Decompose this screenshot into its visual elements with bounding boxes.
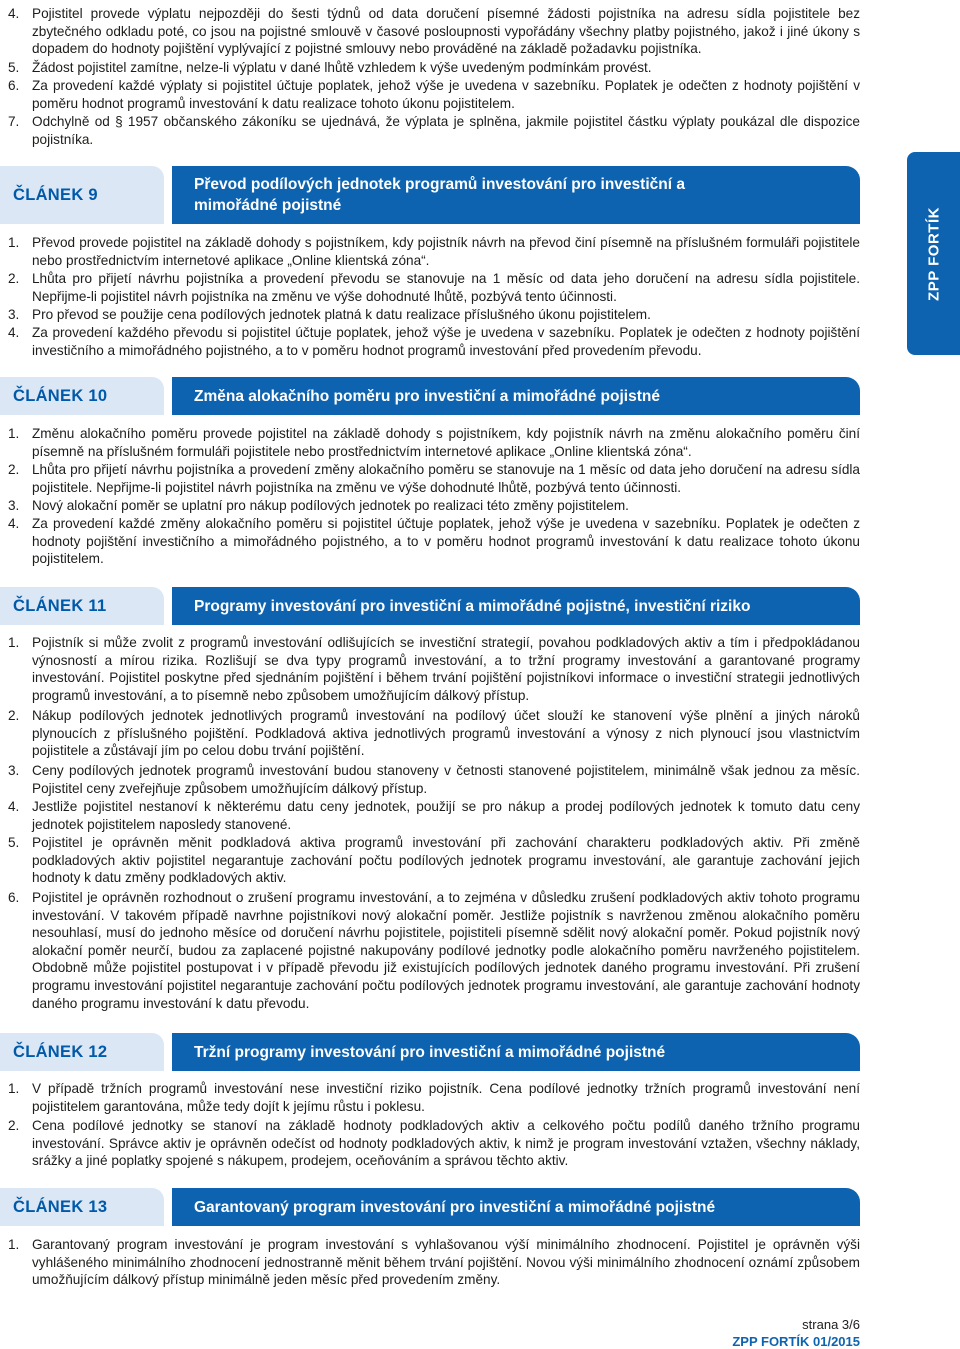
- item-number: 1.: [8, 235, 20, 250]
- article-12-item-1: [8, 1080, 860, 1115]
- item-number: 2.: [8, 708, 20, 723]
- item-text: Změnu alokačního poměru provede pojistitel na základě dohody s pojistníkem, kdy pojistník návrh na změnu alokačního poměru činí písemně na příslušném formuláři pojistitele nebo prostřednictvím internetové aplikace „Online klientská zóna“.: [32, 426, 860, 459]
- article-9-item-1: [8, 234, 860, 269]
- item-number: 2.: [8, 1118, 20, 1133]
- item-text: Nákup podílových jednotek jednotlivých programů investování na podílový účet slouží ke stanovení výše plnění a jiných nároků plynoucích z příslušného pojištění. Podkladová aktiva jednotlivých programů investování a výnosy z nich plynoucí jsou vlastnictvím pojistitele a zůstávají jím po celou dobu trvání pojištění.: [32, 708, 860, 759]
- item-number: 7.: [8, 114, 20, 129]
- article-11-item-2: [8, 707, 860, 760]
- item-text: Za provedení každého převodu si pojistitel účtuje poplatek, jehož výše je uvedena v sazebníku. Poplatek je odečten z hodnoty pojištění investičního a mimořádného pojistného, a to v poměru hodnot programů investování před provedením převodu.: [32, 325, 860, 358]
- item-number: 5.: [8, 60, 20, 75]
- article-10-item-3: [8, 497, 860, 515]
- item-number: 2.: [8, 271, 20, 286]
- article-label: ČLÁNEK 13: [0, 1188, 164, 1226]
- item-number: 4.: [8, 799, 20, 814]
- item-number: 4.: [8, 516, 20, 531]
- item-text: Pojistitel provede výplatu nejpozději do šesti týdnů od data doručení písemné žádosti pojistníka na adresu sídla pojistitele bez zbytečného odkladu poté, co jsou na pojistné smlouvě v časové posloupnosti vypořádány všechny platby pojistného, jakož i jiné úkony s dopadem do hodnoty pojištění vyplývající z pojistné smlouvy nebo prováděné na základě požadavku pojistníka.: [32, 6, 860, 57]
- side-tab-label: ZPP FORTÍK: [925, 206, 942, 301]
- article-title: Garantovaný program investování pro investiční a mimořádné pojistné: [172, 1188, 860, 1226]
- article-12-item-2: [8, 1117, 860, 1170]
- item-text: Pojistitel je oprávněn rozhodnout o zrušení programu investování, a to zejména v důsledku zrušení podkladových aktiv tohoto programu investování. V takovém případě navrhne pojistníkovi nový alokační poměr. Jestliže pojistník s navrženou změnou alokačního poměru nesouhlasí, musí do jednoho měsíce od doručení návrhu pojistitele, pojistiteli písemně sdělit nový alokační poměr. Pokud pojistník nový alokační poměr neurčí, budou za zaplacené pojistné nakupovány podílové jednotky podle alokačního poměru navrženého pojistitelem. Obdobně může pojistitel postupovat i v případě převodu již existujících podílových jednotek daného programu investování. Při zrušení programu investování pojistitel negarantuje zachování počtu podílových jednotek programu investování, ale garantuje zachování hodnoty daného programu investování k datu převodu.: [32, 890, 860, 1011]
- article-10-item-4: [8, 515, 860, 568]
- article-12-header: [0, 1033, 860, 1071]
- item-text: Lhůta pro přijetí návrhu pojistníka a provedení změny alokačního poměru se stanovuje na 1 měsíc od data jeho doručení na adresu sídla pojistitele. Nepřijme-li pojistitel návrh pojistníka na změnu ve výše dohodnuté lhůtě, pozbývá tento účinnosti.: [32, 462, 860, 495]
- article-11-item-5: [8, 834, 860, 887]
- item-number: 3.: [8, 307, 20, 322]
- item-text: Jestliže pojistitel nestanoví k některému datu ceny jednotek, použijí se pro nákup a prodej podílových jednotek k tomuto datu ceny jednotek pojistitelem naposledy stanovené.: [32, 799, 860, 832]
- item-number: 6.: [8, 890, 20, 905]
- item-number: 3.: [8, 498, 20, 513]
- footer-brand: ZPP FORTÍK 01/2015: [732, 1334, 860, 1349]
- article-10-header: [0, 377, 860, 415]
- item-text: Cena podílové jednotky se stanoví na základě hodnoty podkladových aktiv a celkového počtu podílů daného tržního programu investování. Správce aktiv je oprávněn odečíst od hodnoty podkladových aktiv, k nimž je program investování vztažen, všechny náklady, srážky a jiné poplatky spojené s nákupem, prodejem, oceňováním a správou těchto aktiv.: [32, 1118, 860, 1169]
- intro-item-5: [8, 59, 860, 77]
- article-title: Programy investování pro investiční a mimořádné pojistné, investiční riziko: [172, 587, 860, 625]
- article-label: ČLÁNEK 10: [0, 377, 164, 415]
- item-text: Převod provede pojistitel na základě dohody s pojistníkem, kdy pojistník návrh na převod činí písemně na příslušném formuláři pojistitele nebo prostřednictvím internetové aplikace „Online klientská zóna“.: [32, 235, 860, 268]
- item-number: 3.: [8, 763, 20, 778]
- item-text: Za provedení každé výplaty si pojistitel účtuje poplatek, jehož výše je uvedena v sazebníku. Poplatek je odečten z hodnoty pojištění v poměru hodnot programů investování k datu realizace tohoto úkonu pojistitelem.: [32, 78, 860, 111]
- item-text: Žádost pojistitel zamítne, nelze-li výplatu v dané lhůtě vzhledem k výše uvedeným podmínkám provést.: [32, 60, 652, 75]
- article-9-item-2: [8, 270, 860, 305]
- article-11-item-1: [8, 634, 860, 704]
- article-9-item-4: [8, 324, 860, 359]
- intro-item-6: [8, 77, 860, 112]
- item-number: 2.: [8, 462, 20, 477]
- item-number: 1.: [8, 1237, 20, 1252]
- item-text: Pro převod se použije cena podílových jednotek platná k datu realizace příslušného úkonu pojistitelem.: [32, 307, 651, 322]
- item-text: Odchylně od § 1957 občanského zákoníku se ujednává, že výplata je splněna, jakmile pojistitel částku výplaty poukázal dle dispozice pojistníka.: [32, 114, 860, 147]
- item-text: Za provedení každé změny alokačního poměru si pojistitel účtuje poplatek, jehož výše je uvedena v sazebníku. Poplatek je odečten z hodnoty pojištění investičního a mimořádného pojistného, a to v poměru hodnot programů investování k datu realizace tohoto úkonu pojistitelem.: [32, 516, 860, 567]
- article-11-item-6: [8, 889, 860, 1012]
- item-number: 5.: [8, 835, 20, 850]
- item-text: Pojistitel je oprávněn měnit podkladová aktiva programů investování při zachování charakteru podkladových aktiv. Při změně podkladových aktiv pojistitel negarantuje zachování počtu podílových jednotek programu investování, ale garantuje zachování jejich hodnoty k datu změny podkladových aktiv.: [32, 835, 860, 886]
- article-9-item-3: [8, 306, 860, 324]
- article-10-item-2: [8, 461, 860, 496]
- article-13-header: [0, 1188, 860, 1226]
- article-11-header: [0, 587, 860, 625]
- intro-item-7: [8, 113, 860, 148]
- article-11-item-3: [8, 762, 860, 797]
- article-title: Změna alokačního poměru pro investiční a mimořádné pojistné: [172, 377, 860, 415]
- item-number: 4.: [8, 325, 20, 340]
- intro-item-4: [8, 5, 860, 58]
- article-title: Tržní programy investování pro investiční a mimořádné pojistné: [172, 1033, 860, 1071]
- item-text: Pojistník si může zvolit z programů investování odlišujících se investiční strategií, povahou podkladových aktiv a tím i předpokládanou výnosností a mírou rizika. Rozlišují se dva typy programů investování, a to tržní programy investování a garantované programy investování. Pojistitel poskytne před sjednáním pojištění i během trvání pojištění pojistníkovi informace o investiční strategii jednotlivých programů investování, a to písemně nebo způsobem umožňujícím dálkový přístup.: [32, 635, 860, 703]
- item-text: Ceny podílových jednotek programů investování budou stanoveny v četnosti stanovené pojistitelem, minimálně však jednou za měsíc. Pojistitel ceny zveřejňuje způsobem umožňujícím dálkový přístup.: [32, 763, 860, 796]
- side-tab: [907, 152, 960, 355]
- article-11-item-4: [8, 798, 860, 833]
- article-label: ČLÁNEK 11: [0, 587, 164, 625]
- article-9-header: [0, 166, 860, 224]
- article-title: Převod podílových jednotek programů investování pro investiční a mimořádné pojistné: [172, 166, 860, 224]
- item-number: 1.: [8, 426, 20, 441]
- item-number: 4.: [8, 6, 20, 21]
- article-13-item-1: [8, 1236, 860, 1289]
- item-number: 6.: [8, 78, 20, 93]
- item-text: Garantovaný program investování je program investování s vyhlašovanou výší minimálního zhodnocení. Pojistitel je oprávněn výši vyhlášeného minimálního zhodnocení jednostranně měnit během trvání pojištění. Novou výši minimálního zhodnocení oznámí způsobem umožňujícím dálkový přístup minimálně jeden měsíc před provedením změny.: [32, 1237, 860, 1288]
- article-label: ČLÁNEK 12: [0, 1033, 164, 1071]
- page-number: strana 3/6: [802, 1317, 860, 1332]
- item-number: 1.: [8, 1081, 20, 1096]
- article-10-item-1: [8, 425, 860, 460]
- article-label: ČLÁNEK 9: [0, 166, 164, 224]
- item-text: Lhůta pro přijetí návrhu pojistníka a provedení převodu se stanovuje na 1 měsíc od data jeho doručení na adresu sídla pojistitele. Nepřijme-li pojistitel návrh pojistníka na změnu ve výše dohodnuté lhůtě, pozbývá tento účinnosti.: [32, 271, 860, 304]
- item-text: V případě tržních programů investování nese investiční riziko pojistník. Cena podílové jednotky tržních programů investování není pojistitelem garantována, může tedy dojít k jejímu růstu i poklesu.: [32, 1081, 860, 1114]
- item-number: 1.: [8, 635, 20, 650]
- item-text: Nový alokační poměr se uplatní pro nákup podílových jednotek po realizaci této změny pojistitelem.: [32, 498, 629, 513]
